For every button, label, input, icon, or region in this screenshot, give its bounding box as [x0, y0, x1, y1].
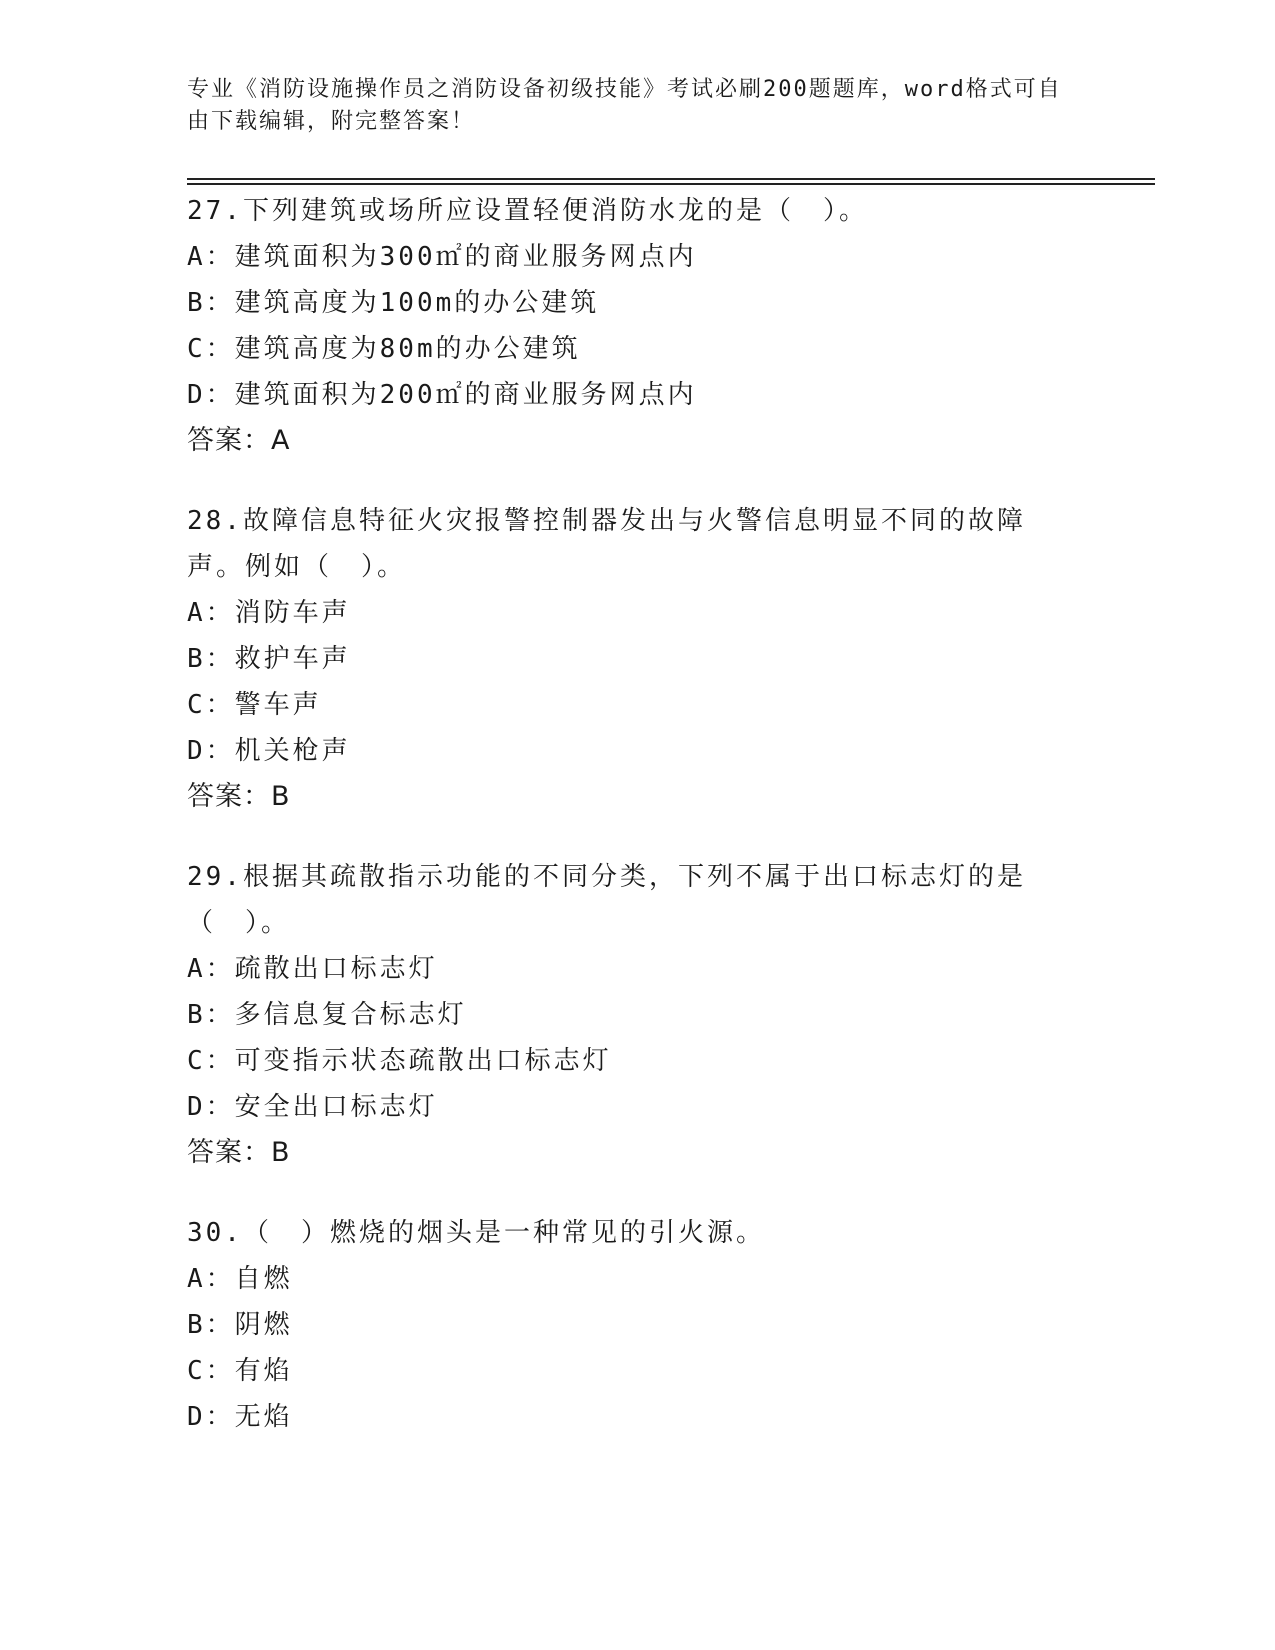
question-28: [187, 498, 1087, 820]
answer-label: 答案：B: [187, 1137, 291, 1168]
answer-label: 答案：B: [187, 781, 291, 812]
option-c: C：建筑高度为80m的办公建筑: [187, 334, 581, 364]
option-d: D：建筑面积为200㎡的商业服务网点内: [187, 380, 697, 410]
option-b: B：多信息复合标志灯: [187, 1000, 467, 1030]
question-stem: 27.下列建筑或场所应设置轻便消防水龙的是（ ）。: [187, 196, 868, 226]
option-b: B：救护车声: [187, 644, 351, 674]
question-30: [187, 1210, 1087, 1440]
header-divider-top: [187, 178, 1155, 180]
question-27: [187, 188, 1087, 464]
option-d: D：机关枪声: [187, 736, 351, 766]
option-c: C：有焰: [187, 1356, 293, 1386]
question-stem: 30.（ ）燃烧的烟头是一种常见的引火源。: [187, 1218, 765, 1248]
option-d: D：无焰: [187, 1402, 293, 1432]
answer-label: 答案：A: [187, 425, 291, 456]
question-29: [187, 854, 1087, 1176]
option-b: B：建筑高度为100m的办公建筑: [187, 288, 600, 318]
question-list: [187, 188, 1087, 1474]
option-a: A：疏散出口标志灯: [187, 954, 438, 984]
option-b: B：阴燃: [187, 1310, 293, 1340]
option-c: C：警车声: [187, 690, 322, 720]
question-stem: 28.故障信息特征火灾报警控制器发出与火警信息明显不同的故障声。例如（ ）。: [187, 506, 1026, 582]
header-divider-bottom: [187, 183, 1155, 185]
option-a: A：自燃: [187, 1264, 293, 1294]
option-d: D：安全出口标志灯: [187, 1092, 438, 1122]
option-c: C：可变指示状态疏散出口标志灯: [187, 1046, 612, 1076]
question-stem: 29.根据其疏散指示功能的不同分类，下列不属于出口标志灯的是（ ）。: [187, 862, 1026, 938]
document-header: 专业《消防设施操作员之消防设备初级技能》考试必刷200题题库，word格式可自由下载编辑，附完整答案！: [187, 77, 1062, 134]
option-a: A：消防车声: [187, 598, 351, 628]
option-a: A：建筑面积为300㎡的商业服务网点内: [187, 242, 697, 272]
